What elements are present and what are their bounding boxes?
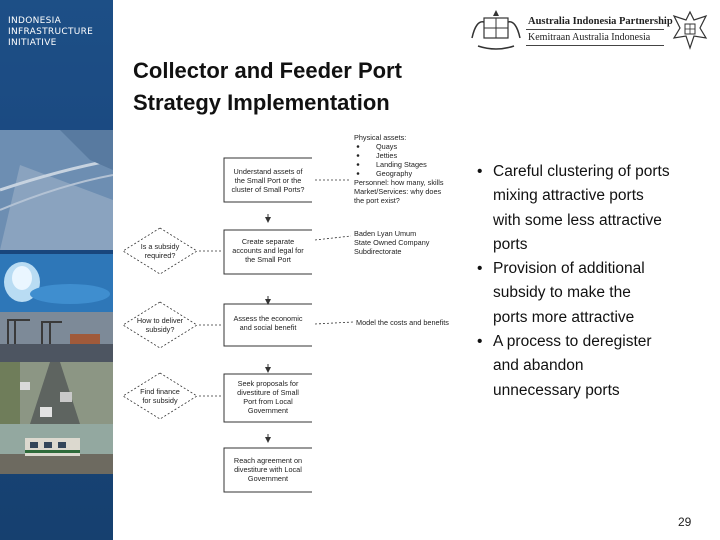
bullet-line: unnecessary ports [493, 381, 620, 399]
box-text: Assess the economic [233, 314, 303, 323]
partnership-logo [466, 8, 711, 58]
entity-note: Baden Lyan Umum [354, 229, 417, 238]
connector [315, 236, 351, 240]
page-title [133, 55, 402, 119]
bullet-item [477, 330, 707, 403]
box-text: accounts and legal for [232, 246, 304, 255]
asset-item: Geography [376, 169, 413, 178]
decision-deliver-subsidy [123, 302, 197, 348]
traffic-photo [0, 362, 113, 424]
box-text: Create separate [241, 237, 295, 246]
box-text: divestiture with Local [234, 465, 302, 474]
decision-text: required? [144, 251, 176, 260]
physical-assets-note [354, 133, 444, 205]
bullet-item [477, 257, 707, 330]
port-photo [0, 312, 113, 362]
partnership-title: Australia Indonesia Partnership [528, 16, 673, 27]
box-text: the Small Port or the [234, 176, 302, 185]
asset-after-line: Personnel: how many, skills [354, 178, 444, 187]
brand-line-3: INITIATIVE [8, 38, 57, 48]
bullet-item [477, 160, 707, 257]
decision-text: subsidy? [145, 325, 175, 334]
asset-item: Quays [376, 142, 398, 151]
bullet-line: A process to deregister [493, 333, 652, 351]
bullet-list [477, 160, 707, 403]
flow-box-assess [224, 304, 312, 346]
entity-note: State Owned Company [354, 238, 430, 247]
box-text: and social benefit [239, 323, 297, 332]
train-photo [0, 424, 113, 474]
box-text: cluster of Small Ports? [231, 185, 305, 194]
bullet-dot: • [477, 333, 483, 351]
connector [315, 322, 353, 324]
decision-text: for subsidy [142, 396, 178, 405]
flow-box-understand [224, 158, 312, 202]
box-text: the Small Port [245, 255, 291, 264]
box-text: Understand assets of [233, 167, 303, 176]
model-note: Model the costs and benefits [356, 318, 449, 327]
brand-text [8, 16, 93, 49]
page-number: 29 [678, 515, 692, 529]
flowchart-diagram [117, 128, 472, 498]
decision-text: How to deliver [136, 316, 184, 325]
bullet-line: ports more attractive [493, 308, 635, 326]
australia-crest-icon [466, 8, 526, 54]
physical-assets-heading: Physical assets: [354, 133, 407, 142]
water-photo [0, 254, 113, 312]
asset-after-line: Market/Services: why does [354, 187, 442, 196]
road-photo [0, 130, 113, 250]
flow-box-proposals [224, 374, 312, 422]
box-text: Government [247, 406, 289, 415]
decision-text: Is a subsidy [140, 242, 180, 251]
asset-item: Jetties [376, 151, 398, 160]
garuda-emblem-icon [670, 8, 710, 54]
box-text: divestiture of Small [237, 388, 299, 397]
flow-box-accounts [224, 230, 312, 274]
partnership-subtitle: Kemitraan Australia Indonesia [528, 32, 651, 43]
flow-box-agreement [224, 448, 312, 492]
brand-line-1: INDONESIA [8, 16, 62, 26]
brand-line-2: INFRASTRUCTURE [8, 27, 94, 37]
sidebar-panel [0, 0, 113, 540]
decision-text: Find finance [140, 387, 180, 396]
title-line-1: Collector and Feeder Port [133, 58, 402, 83]
title-line-2: Strategy Implementation [133, 90, 390, 115]
bullet-dot: • [477, 260, 483, 278]
bullet-line: subsidy to make the [493, 284, 631, 302]
bullet-line: ports [493, 235, 528, 253]
asset-after-line: the port exist? [354, 196, 400, 205]
decision-find-finance [123, 373, 197, 419]
divider [526, 45, 664, 46]
bullet-dot: • [477, 163, 483, 180]
box-text: Reach agreement on [233, 456, 303, 465]
entity-note: Subdirectorate [354, 247, 402, 256]
divider [526, 29, 664, 30]
bullet-line: with some less attractive [493, 211, 662, 229]
bullet-line: Provision of additional [493, 260, 645, 278]
bullet-line: mixing attractive ports [493, 187, 644, 205]
bullet-line: Careful clustering of ports [493, 163, 670, 180]
decision-subsidy-required [123, 228, 197, 274]
box-text: Seek proposals for [237, 379, 299, 388]
box-text: Port from Local [243, 397, 293, 406]
bullet-line: and abandon [493, 357, 584, 375]
asset-item: Landing Stages [376, 160, 427, 169]
box-text: Government [247, 474, 289, 483]
